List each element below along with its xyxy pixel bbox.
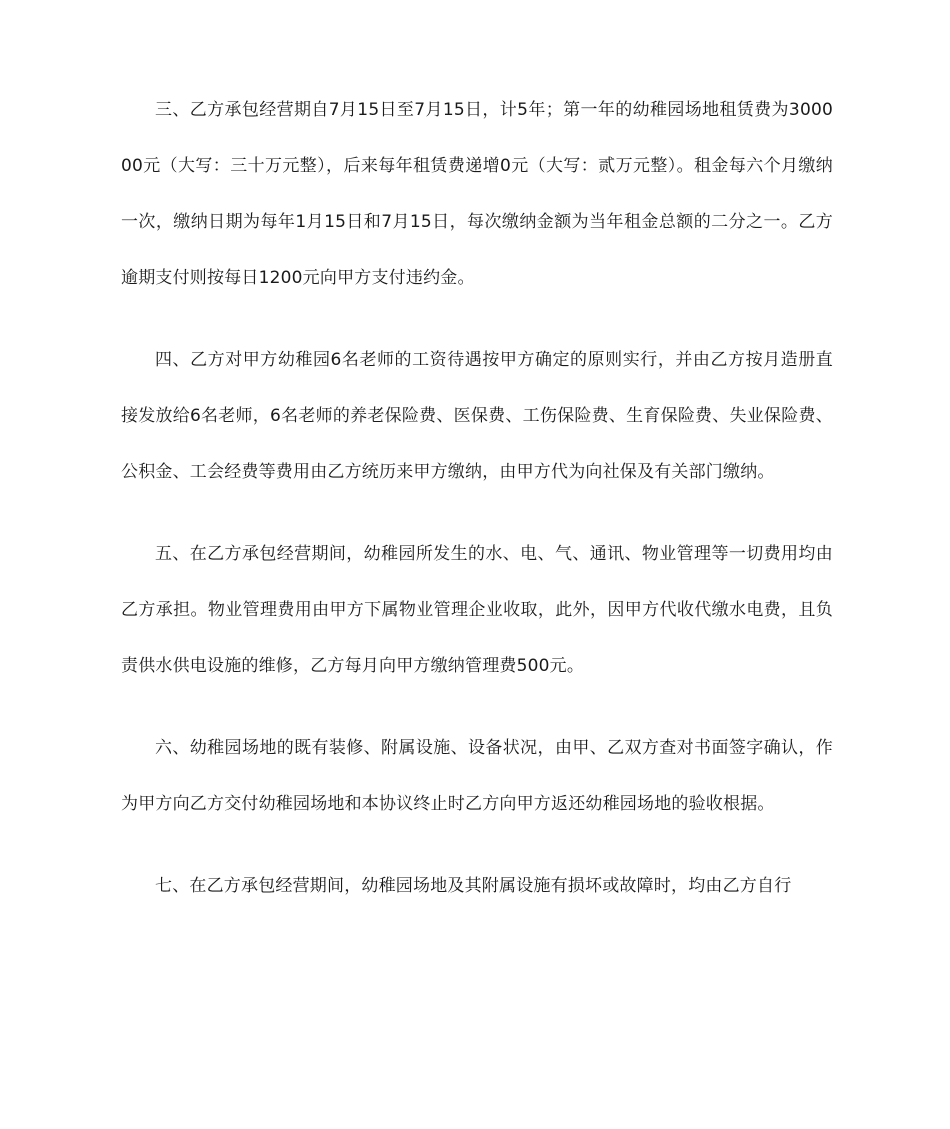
paragraph-spacer <box>121 306 833 332</box>
paragraph-spacer <box>121 500 833 526</box>
clause-five-paragraph: 五、在乙方承包经营期间，幼稚园所发生的水、电、气、通讯、物业管理等一切费用均由乙方承担。物业管理费用由甲方下属物业管理企业收取，此外，因甲方代收代缴水电费，且负责供水供电设施的维修，乙方每月向甲方缴纳管理费500元。 <box>121 544 833 676</box>
clause-four-paragraph: 四、乙方对甲方幼稚园6名老师的工资待遇按甲方确定的原则实行，并由乙方按月造册直接发放给6名老师，6名老师的养老保险费、医保费、工伤保险费、生育保险费、失业保险费、公积金、工会经费等费用由乙方统历来甲方缴纳，由甲方代为向社保及有关部门缴纳。 <box>121 350 833 482</box>
clause-six-paragraph: 六、幼稚园场地的既有装修、附属设施、设备状况，由甲、乙双方查对书面签字确认，作为甲方向乙方交付幼稚园场地和本协议终止时乙方向甲方返还幼稚园场地的验收根据。 <box>121 738 833 814</box>
paragraph-spacer <box>121 694 833 720</box>
clause-three-paragraph: 三、乙方承包经营期自7月15日至7月15日，计5年；第一年的幼稚园场地租赁费为300000元（大写：三十万元整），后来每年租赁费递增0元（大写：贰万元整）。租金每六个月缴纳一次，缴纳日期为每年1月15日和7月15日，每次缴纳金额为当年租金总额的二分之一。乙方逾期支付则按每日1200元向甲方支付违约金。 <box>121 100 833 288</box>
clause-seven-paragraph: 七、在乙方承包经营期间，幼稚园场地及其附属设施有损坏或故障时，均由乙方自行 <box>155 876 792 896</box>
document-body <box>121 82 833 914</box>
paragraph-spacer <box>121 832 833 858</box>
